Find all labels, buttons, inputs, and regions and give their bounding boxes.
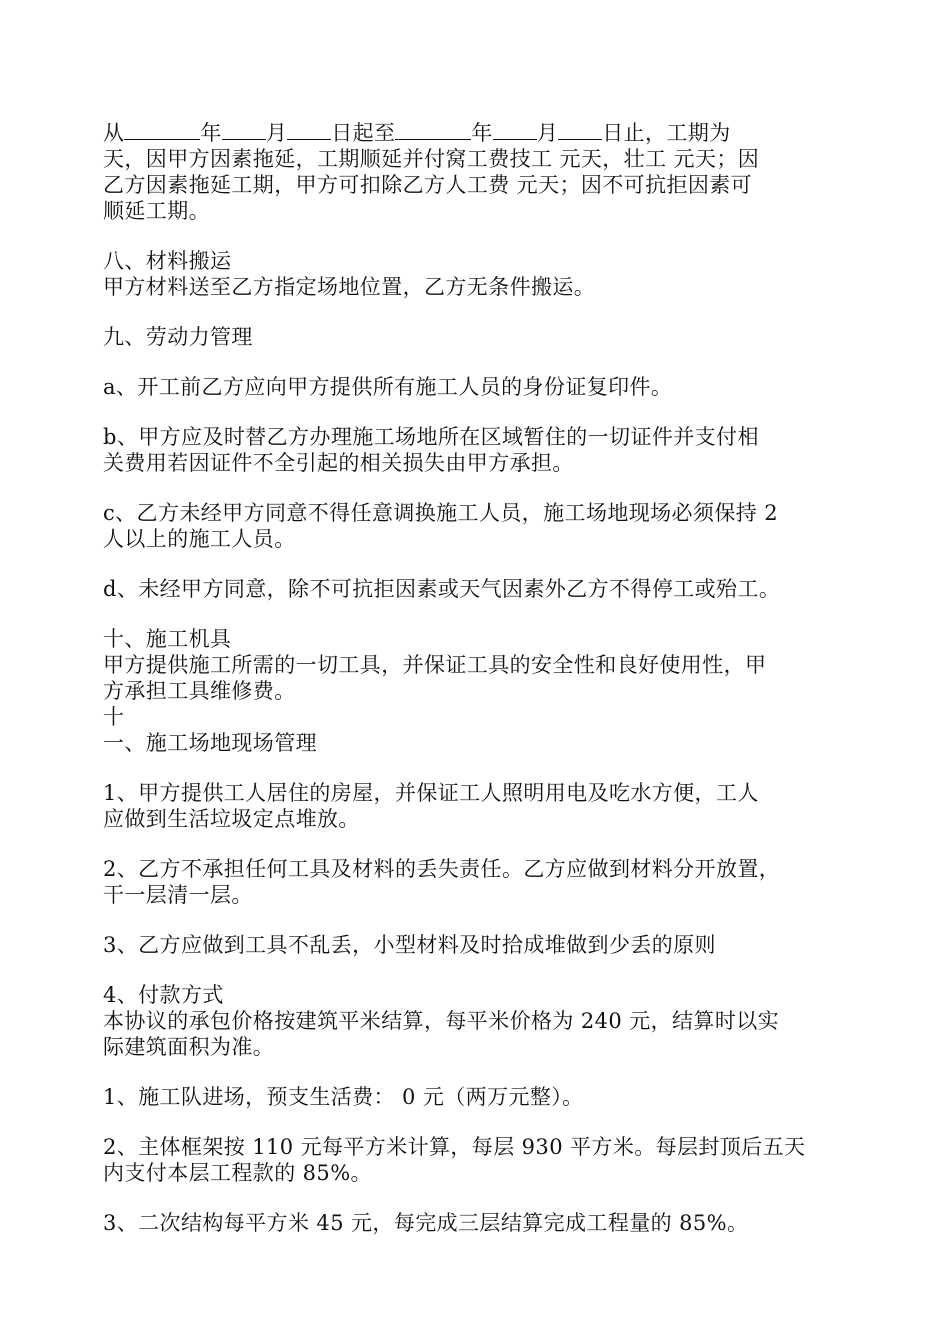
text-day-to: 日止，工期为 — [602, 121, 731, 145]
section-9-item-b-line-1: b、甲方应及时替乙方办理施工场地所在区域暂住的一切证件并支付相 — [103, 425, 759, 449]
payment-item-2-line-2: 内支付本层工程款的 85%。 — [103, 1161, 372, 1185]
duration-line-2: 天，因甲方因素拖延，工期顺延并付窝工费技工 元天，壮工 元天；因 — [103, 147, 760, 171]
section-11-heading-part-2: 一、施工场地现场管理 — [103, 731, 317, 755]
payment-item-2-line-1: 2、主体框架按 110 元每平方米计算，每层 930 平方米。每层封顶后五天 — [103, 1135, 806, 1159]
blank-end-year — [395, 121, 471, 140]
text-month-2: 月 — [536, 121, 559, 145]
section-9-item-b-line-2: 关费用若因证件不全引起的相关损失由甲方承担。 — [103, 451, 574, 475]
text-year-2: 年 — [471, 121, 493, 145]
duration-line-3: 乙方因素拖延工期，甲方可扣除乙方人工费 元天；因不可抗拒因素可 — [103, 173, 753, 197]
section-9-heading: 九、劳动力管理 — [103, 325, 253, 349]
blank-end-month — [493, 121, 537, 140]
payment-body-line-1: 本协议的承包价格按建筑平米结算，每平米价格为 240 元，结算时以实 — [103, 1009, 780, 1033]
payment-item-3: 3、二次结构每平方米 45 元，每完成三层结算完成工程量的 85%。 — [103, 1211, 749, 1235]
payment-heading: 4、付款方式 — [103, 983, 224, 1007]
duration-line-4: 顺延工期。 — [103, 199, 210, 223]
section-11-heading-part-1: 十 — [103, 705, 125, 729]
text-day-from: 日起至 — [331, 121, 396, 145]
section-10-body-line-1: 甲方提供施工所需的一切工具，并保证工具的安全性和良好使用性，甲 — [103, 653, 767, 677]
section-11-item-1-line-1: 1、甲方提供工人居住的房屋，并保证工人照明用电及吃水方便，工人 — [103, 781, 759, 805]
blank-start-day — [287, 121, 331, 140]
blank-start-month — [222, 121, 266, 140]
section-11-item-1-line-2: 应做到生活垃圾定点堆放。 — [103, 807, 360, 831]
section-10-body-line-2: 方承担工具维修费。 — [103, 679, 296, 703]
text-year: 年 — [200, 121, 222, 145]
section-11-item-2-line-1: 2、乙方不承担任何工具及材料的丢失责任。乙方应做到材料分开放置， — [103, 857, 781, 881]
duration-line-1 — [103, 120, 855, 146]
section-8-heading: 八、材料搬运 — [103, 249, 232, 273]
payment-body-line-2: 际建筑面积为准。 — [103, 1035, 275, 1059]
section-11-item-2-line-2: 干一层清一层。 — [103, 883, 253, 907]
section-10-heading: 十、施工机具 — [103, 627, 232, 651]
text-month: 月 — [265, 121, 288, 145]
blank-start-year — [124, 121, 200, 140]
section-9-item-a: a、开工前乙方应向甲方提供所有施工人员的身份证复印件。 — [103, 375, 673, 399]
section-9-item-c-line-2: 人以上的施工人员。 — [103, 527, 296, 551]
payment-item-1: 1、施工队进场，预支生活费： 0 元（两万元整）。 — [103, 1085, 584, 1109]
blank-end-day — [558, 121, 602, 140]
section-8-body: 甲方材料送至乙方指定场地位置，乙方无条件搬运。 — [103, 275, 596, 299]
section-11-item-3: 3、乙方应做到工具不乱丢，小型材料及时拾成堆做到少丢的原则 — [103, 933, 716, 957]
document-page — [103, 120, 855, 1236]
text-from: 从 — [103, 121, 125, 145]
section-9-item-d: d、未经甲方同意，除不可抗拒因素或天气因素外乙方不得停工或殆工。 — [103, 577, 781, 601]
section-9-item-c-line-1: c、乙方未经甲方同意不得任意调换施工人员，施工场地现场必须保持 2 — [103, 501, 778, 525]
